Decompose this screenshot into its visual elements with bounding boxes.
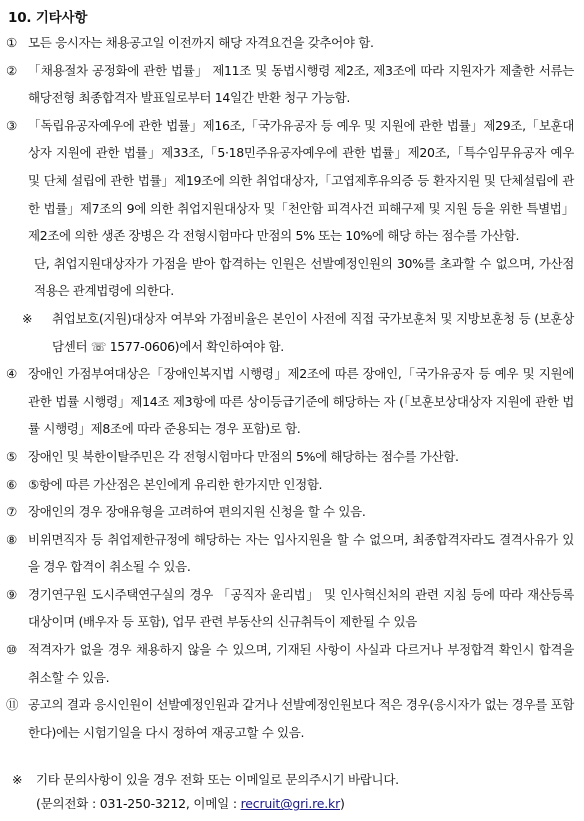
item-text: 장애인의 경우 장애유형을 고려하여 편의지원 신청을 할 수 있음. — [28, 504, 366, 520]
item-marker: ⑤ — [6, 448, 17, 464]
footer-note — [6, 766, 574, 793]
list-item — [6, 526, 574, 581]
footer-text: 기타 문의사항이 있을 경우 전화 또는 이메일로 문의주시기 바랍니다. — [36, 772, 399, 788]
list-item — [6, 581, 574, 636]
list-item — [6, 360, 574, 443]
item-text: 모든 응시자는 채용공고일 이전까지 해당 자격요건을 갖추어야 함. — [28, 35, 374, 50]
contact-suffix: ) — [340, 796, 345, 812]
contact-prefix: (문의전화 : 031-250-3212, 이메일 : — [36, 796, 241, 812]
list-item — [6, 691, 574, 746]
item-3-note — [6, 305, 574, 360]
list-item — [6, 57, 574, 112]
item-text: 비위면직자 등 취업제한규정에 해당하는 자는 입사지원을 할 수 없으며, 최종합격자라도 결격사유가 있을 경우 합격이 취소될 수 있음. — [28, 531, 574, 575]
item-marker: ⑦ — [6, 504, 17, 520]
item-text: 장애인 및 북한이탈주민은 각 전형시험마다 만점의 5%에 해당하는 점수를 가산함. — [28, 448, 459, 464]
item-marker: ① — [6, 35, 17, 50]
item-marker: ⑩ — [6, 642, 17, 658]
item-3-condition: 단, 취업지원대상자가 가점을 받아 합격하는 인원은 선발예정인원의 30%를 초과할 수 없으며, 가산점 적용은 관계법령에 의한다. — [34, 255, 574, 299]
item-marker: ⑧ — [6, 531, 17, 547]
email-link[interactable]: recruit@gri.re.kr — [240, 796, 341, 812]
item-text: 「채용절차 공정화에 관한 법률」 제11조 및 동법시행령 제2조, 제3조에 따라 지원자가 제출한 서류는 해당전형 최종합격자 발표일로부터 14일간 반환 청구 가능함. — [28, 62, 574, 106]
section-title: 10. 기타사항 — [8, 10, 88, 26]
item-marker: ④ — [6, 366, 17, 382]
contact-line — [6, 793, 574, 815]
note-marker: ※ — [22, 310, 33, 326]
list-item — [6, 443, 574, 471]
item-marker: ⑥ — [6, 476, 17, 492]
list-item — [6, 498, 574, 526]
item-marker: ⑨ — [6, 586, 17, 602]
list-item — [6, 471, 574, 499]
list-item — [6, 29, 574, 57]
item-marker: ③ — [6, 117, 17, 133]
item-marker: ⑪ — [6, 697, 19, 713]
item-text: 공고의 결과 응시인원이 선발예정인원과 같거나 선발예정인원보다 적은 경우(응시자가 없는 경우를 포함한다)에는 시험기일을 다시 정하여 재공고할 수 있음. — [28, 697, 574, 740]
item-text: 장애인 가점부여대상은「장애인복지법 시행령」제2조에 따른 장애인,「국가유공자 등 예우 및 지원에 관한 법률 시행령」제14조 제3항에 따른 상이등급기준에 해당하는 자 (「보훈보상대상자 지원에 관한 법률 시행령」제8조에 따라 준용되는 경우 포함)로 함. — [28, 366, 574, 437]
footer-marker: ※ — [12, 772, 23, 788]
item-marker: ② — [6, 62, 17, 78]
note-text: 취업보호(지원)대상자 여부와 가점비율은 본인이 사전에 직접 국가보훈처 및 지방보훈청 등 (보훈상담센터 ☏ 1577-0606)에서 확인하여야 함. — [52, 310, 574, 354]
spacer — [6, 746, 574, 766]
item-text: 「독립유공자예우에 관한 법률」제16조,「국가유공자 등 예우 및 지원에 관한 법률」제29조,「보훈대상자 지원에 관한 법률」제33조,「5·18민주유공자예우에 관한 법률」제20조,「특수임무유공자 예우 및 단체 설립에 관한 법률」제19조에 의한 취업대상자,「고엽제후유의증 등 환자지원 및 단체설립에 관한 법률」제7조의 9에 의한 취업지원대상자 및「천안함 피격사건 피해구제 및 지원 등을 위한 특별법」제2조에 의한 생존 장병은 각 전형시험마다 만점의 5% 또는 10%에 해당 하는 점수를 가산함. — [28, 117, 574, 244]
list-item — [6, 636, 574, 691]
list-item — [6, 112, 574, 250]
item-text: 경기연구원 도시주택연구실의 경우 「공직자 윤리법」 및 인사혁신처의 관련 지침 등에 따라 재산등록 대상이며 (배우자 등 포함), 업무 관련 부동산의 신규취득이 제한될 수 있음 — [28, 586, 574, 630]
item-text: ⑤항에 따른 가산점은 본인에게 유리한 한가지만 인정함. — [28, 476, 323, 492]
item-text: 적격자가 없을 경우 채용하지 않을 수 있으며, 기재된 사항이 사실과 다르거나 부정합격 확인시 합격을 취소할 수 있음. — [28, 642, 574, 685]
